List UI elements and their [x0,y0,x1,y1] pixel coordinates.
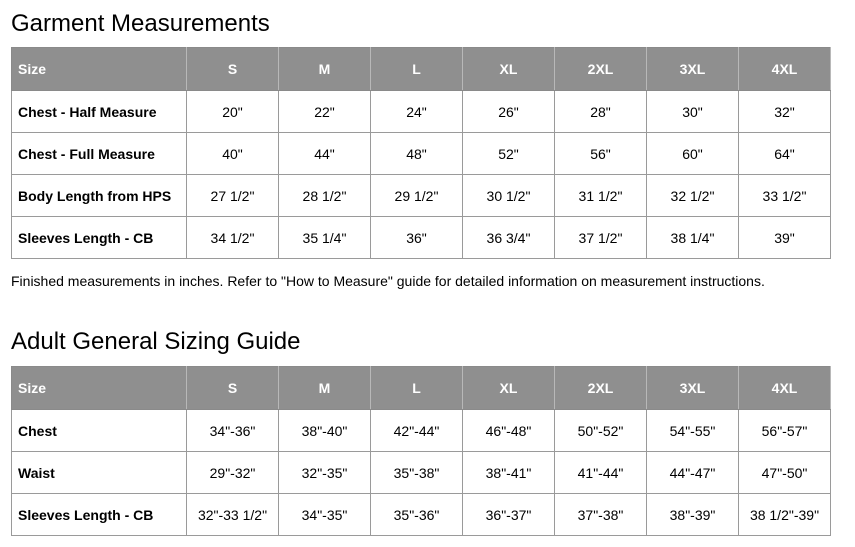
adult-sizing-guide-table [11,366,831,536]
table-cell: 41"-44" [555,452,647,494]
table-cell: 40" [187,133,279,175]
size-header-2xl: 2XL [555,367,647,410]
measurement-note: Finished measurements in inches. Refer to "How to Measure" guide for detailed information on measurement instructions. [11,273,765,289]
table-cell: 30 1/2" [463,175,555,217]
size-header-3xl: 3XL [647,367,739,410]
table-cell: 37 1/2" [555,217,647,259]
table-cell: 34"-36" [187,410,279,452]
table-cell: 44"-47" [647,452,739,494]
table-cell: 22" [279,91,371,133]
table-cell: 52" [463,133,555,175]
row-label: Sleeves Length - CB [12,494,187,536]
table-cell: 47"-50" [739,452,831,494]
adult-sizing-guide-title: Adult General Sizing Guide [11,328,301,355]
table-row [12,91,831,133]
table-cell: 34 1/2" [187,217,279,259]
table-header-row [12,367,831,410]
table-cell: 32" [739,91,831,133]
row-label: Body Length from HPS [12,175,187,217]
table-cell: 56" [555,133,647,175]
row-label: Chest - Full Measure [12,133,187,175]
table-cell: 30" [647,91,739,133]
table-cell: 38 1/4" [647,217,739,259]
table-cell: 32"-35" [279,452,371,494]
table-cell: 50"-52" [555,410,647,452]
table-cell: 64" [739,133,831,175]
table-cell: 32"-33 1/2" [187,494,279,536]
table-cell: 32 1/2" [647,175,739,217]
table-row [12,410,831,452]
table-cell: 29"-32" [187,452,279,494]
table-row [12,217,831,259]
size-header-l: L [371,48,463,91]
table-cell: 35"-36" [371,494,463,536]
table-cell: 31 1/2" [555,175,647,217]
row-label: Chest [12,410,187,452]
size-header-xl: XL [463,48,555,91]
table-cell: 26" [463,91,555,133]
size-header-2xl: 2XL [555,48,647,91]
table-cell: 28" [555,91,647,133]
table-cell: 60" [647,133,739,175]
size-header-s: S [187,367,279,410]
table-cell: 38"-40" [279,410,371,452]
size-header-4xl: 4XL [739,367,831,410]
table-cell: 36"-37" [463,494,555,536]
table-header-row [12,48,831,91]
size-header-m: M [279,367,371,410]
size-column-header: Size [12,48,187,91]
table-cell: 56"-57" [739,410,831,452]
table-cell: 38 1/2"-39" [739,494,831,536]
size-header-l: L [371,367,463,410]
row-label: Waist [12,452,187,494]
table-cell: 24" [371,91,463,133]
table-row [12,494,831,536]
table-cell: 33 1/2" [739,175,831,217]
table-cell: 34"-35" [279,494,371,536]
size-header-s: S [187,48,279,91]
table-cell: 27 1/2" [187,175,279,217]
garment-measurements-title: Garment Measurements [11,10,270,37]
size-header-xl: XL [463,367,555,410]
size-column-header: Size [12,367,187,410]
table-row [12,133,831,175]
size-header-m: M [279,48,371,91]
table-cell: 37"-38" [555,494,647,536]
size-header-4xl: 4XL [739,48,831,91]
row-label: Chest - Half Measure [12,91,187,133]
table-cell: 35 1/4" [279,217,371,259]
table-cell: 38"-39" [647,494,739,536]
table-cell: 46"-48" [463,410,555,452]
table-cell: 42"-44" [371,410,463,452]
table-cell: 39" [739,217,831,259]
table-row [12,175,831,217]
table-cell: 35"-38" [371,452,463,494]
table-cell: 28 1/2" [279,175,371,217]
table-cell: 48" [371,133,463,175]
table-cell: 36 3/4" [463,217,555,259]
row-label: Sleeves Length - CB [12,217,187,259]
table-cell: 54"-55" [647,410,739,452]
table-row [12,452,831,494]
size-header-3xl: 3XL [647,48,739,91]
table-cell: 29 1/2" [371,175,463,217]
table-cell: 36" [371,217,463,259]
table-cell: 44" [279,133,371,175]
table-cell: 38"-41" [463,452,555,494]
garment-measurements-table [11,47,831,259]
table-cell: 20" [187,91,279,133]
